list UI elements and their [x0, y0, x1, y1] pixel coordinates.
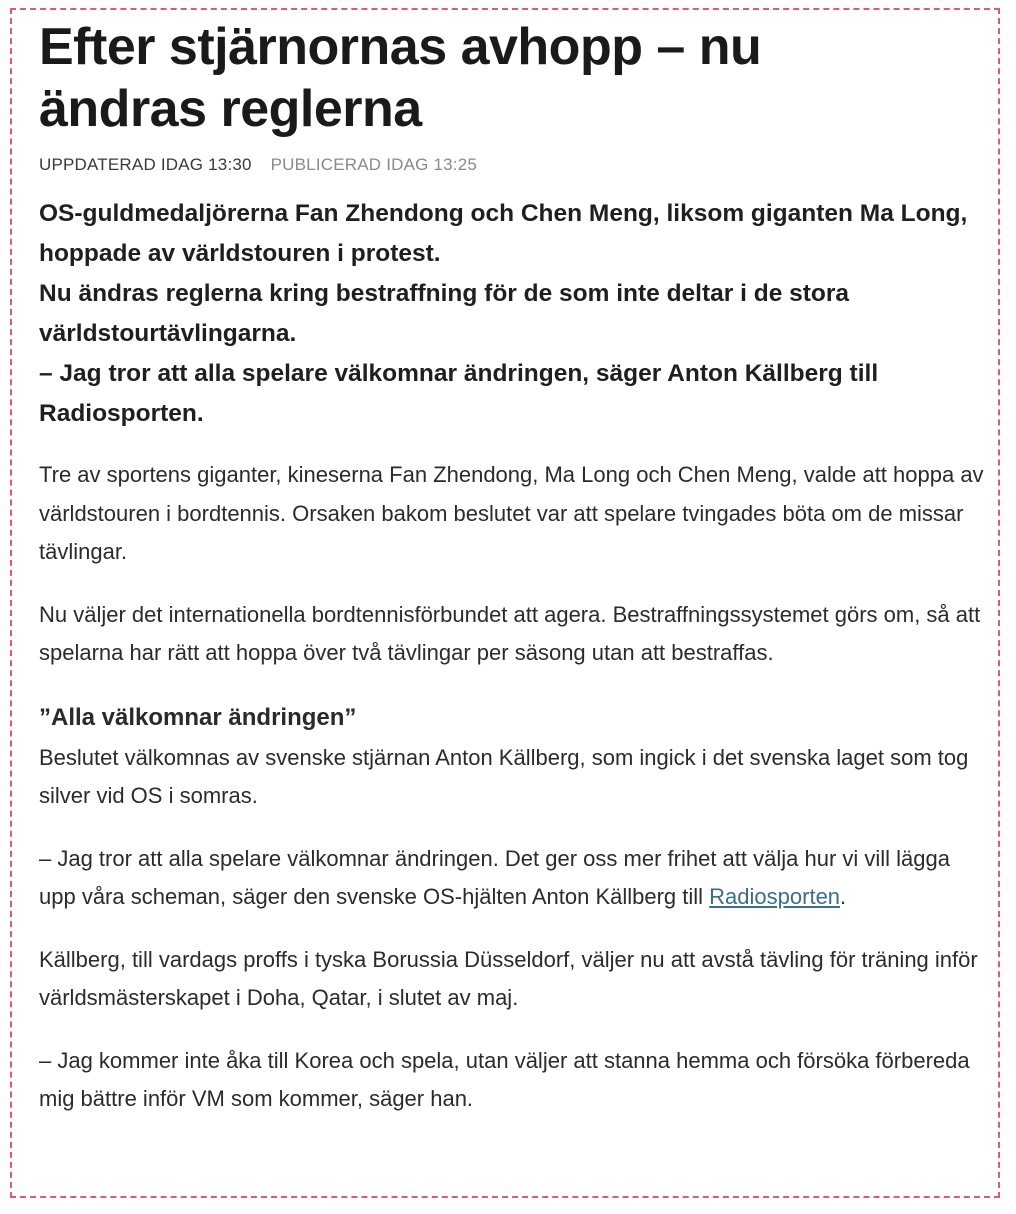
body-paragraph: – Jag kommer inte åka till Korea och spela, utan väljer att stanna hemma och försöka förbereda mig bättre inför VM som kommer, säger han. [39, 1047, 970, 1111]
lead-paragraph [39, 194, 989, 434]
body-paragraph: Nu väljer det internationella bordtennisförbundet att agera. Bestraffningssystemet görs om, så att spelarna har rätt att hoppa över två tävlingar per säsong utan att bestraffas. [39, 601, 981, 665]
headline: Efter stjärnornas avhopp – nu ändras reglerna [39, 18, 762, 138]
quote-end: . [840, 884, 847, 909]
body-paragraph: Tre av sportens giganter, kineserna Fan Zhendong, Ma Long och Chen Meng, valde att hoppa av världstouren i bordtennis. Orsaken bakom beslutet var att spelare tvingades böta om de missar tävlingar. [39, 462, 984, 564]
body-paragraph: Källberg, till vardags proffs i tyska Borussia Düsseldorf, väljer nu att avstå tävling för träning inför världsmästerskapet i Doha, Qatar, i slutet av maj. [39, 946, 978, 1010]
lead-line: OS-guldmedaljörerna Fan Zhendong och Chen Meng, liksom giganten Ma Long, hoppade av världstouren i protest. [39, 200, 968, 267]
lead-line: – Jag tror att alla spelare välkomnar ändringen, säger Anton Källberg till Radiosporten. [39, 360, 879, 427]
lead-line: Nu ändras reglerna kring bestraffning för de som inte deltar i de stora världstourtävlingarna. [39, 280, 850, 347]
updated-timestamp: UPPDATERAD IDAG 13:30 [39, 155, 252, 174]
body-paragraph-quote [39, 840, 989, 917]
body-paragraph: Beslutet välkomnas av svenske stjärnan Anton Källberg, som ingick i det svenska laget som tog silver vid OS i somras. [39, 744, 969, 808]
quote-text: – Jag tror att alla spelare välkomnar ändringen. Det ger oss mer frihet att välja hur vi vill lägga upp våra scheman, säger den svenske OS-hjälten Anton Källberg till [39, 845, 950, 909]
article-meta [39, 154, 989, 176]
radiosporten-link[interactable]: Radiosporten [709, 884, 841, 909]
published-timestamp: PUBLICERAD IDAG 13:25 [270, 155, 478, 174]
article [39, 16, 989, 1119]
subheading: ”Alla välkomnar ändringen” [39, 703, 357, 731]
